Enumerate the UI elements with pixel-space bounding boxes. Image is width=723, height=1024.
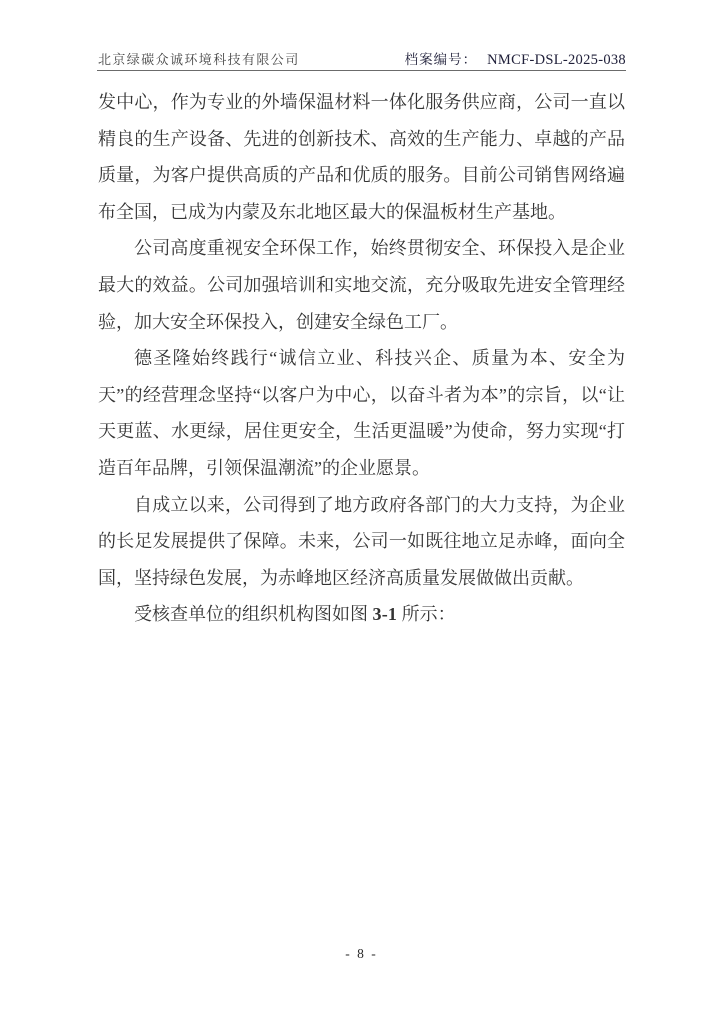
paragraph-4: 自成立以来，公司得到了地方政府各部门的大力支持，为企业的长足发展提供了保障。未来，公司一如既往地立足赤峰，面向全国，坚持绿色发展，为赤峰地区经济高质量发展做做出贡献。 xyxy=(98,494,625,588)
page-number: - 8 - xyxy=(345,946,378,961)
header-rule xyxy=(97,70,626,71)
paragraph-3: 德圣隆始终践行“诚信立业、科技兴企、质量为本、安全为天”的经营理念坚持“以客户为中心，以奋斗者为本”的宗旨，以“让天更蓝、水更绿，居住更安全，生活更温暖”为使命，努力实现“打造百年品牌，引领保温潮流”的企业愿景。 xyxy=(98,348,625,478)
file-number-label: 档案编号： xyxy=(404,52,478,67)
header-file-number xyxy=(405,48,626,69)
figure-line-suffix: 所示： xyxy=(397,604,456,625)
page-header xyxy=(98,48,626,69)
paragraph-1: 发中心，作为专业的外墙保温材料一体化服务供应商，公司一直以精良的生产设备、先进的创新技术、高效的生产能力、卓越的产品质量，为客户提供高质的产品和优质的服务。目前公司销售网络遍布全国，已成为内蒙及东北地区最大的保温板材生产基地。 xyxy=(98,92,625,222)
page-footer xyxy=(0,946,723,962)
file-number-value: NMCF-DSL-2025-038 xyxy=(487,52,626,68)
header-company-name: 北京绿碳众诚环境科技有限公司 xyxy=(98,52,300,67)
document-body xyxy=(98,84,625,633)
paragraph-2: 公司高度重视安全环保工作，始终贯彻安全、环保投入是企业最大的效益。公司加强培训和实地交流，充分吸取先进安全管理经验，加大安全环保投入，创建安全绿色工厂。 xyxy=(98,238,625,332)
figure-ref: 3-1 xyxy=(372,604,398,625)
figure-reference-line xyxy=(98,596,625,633)
figure-line-prefix: 受核查单位的组织机构图如图 xyxy=(134,604,373,625)
